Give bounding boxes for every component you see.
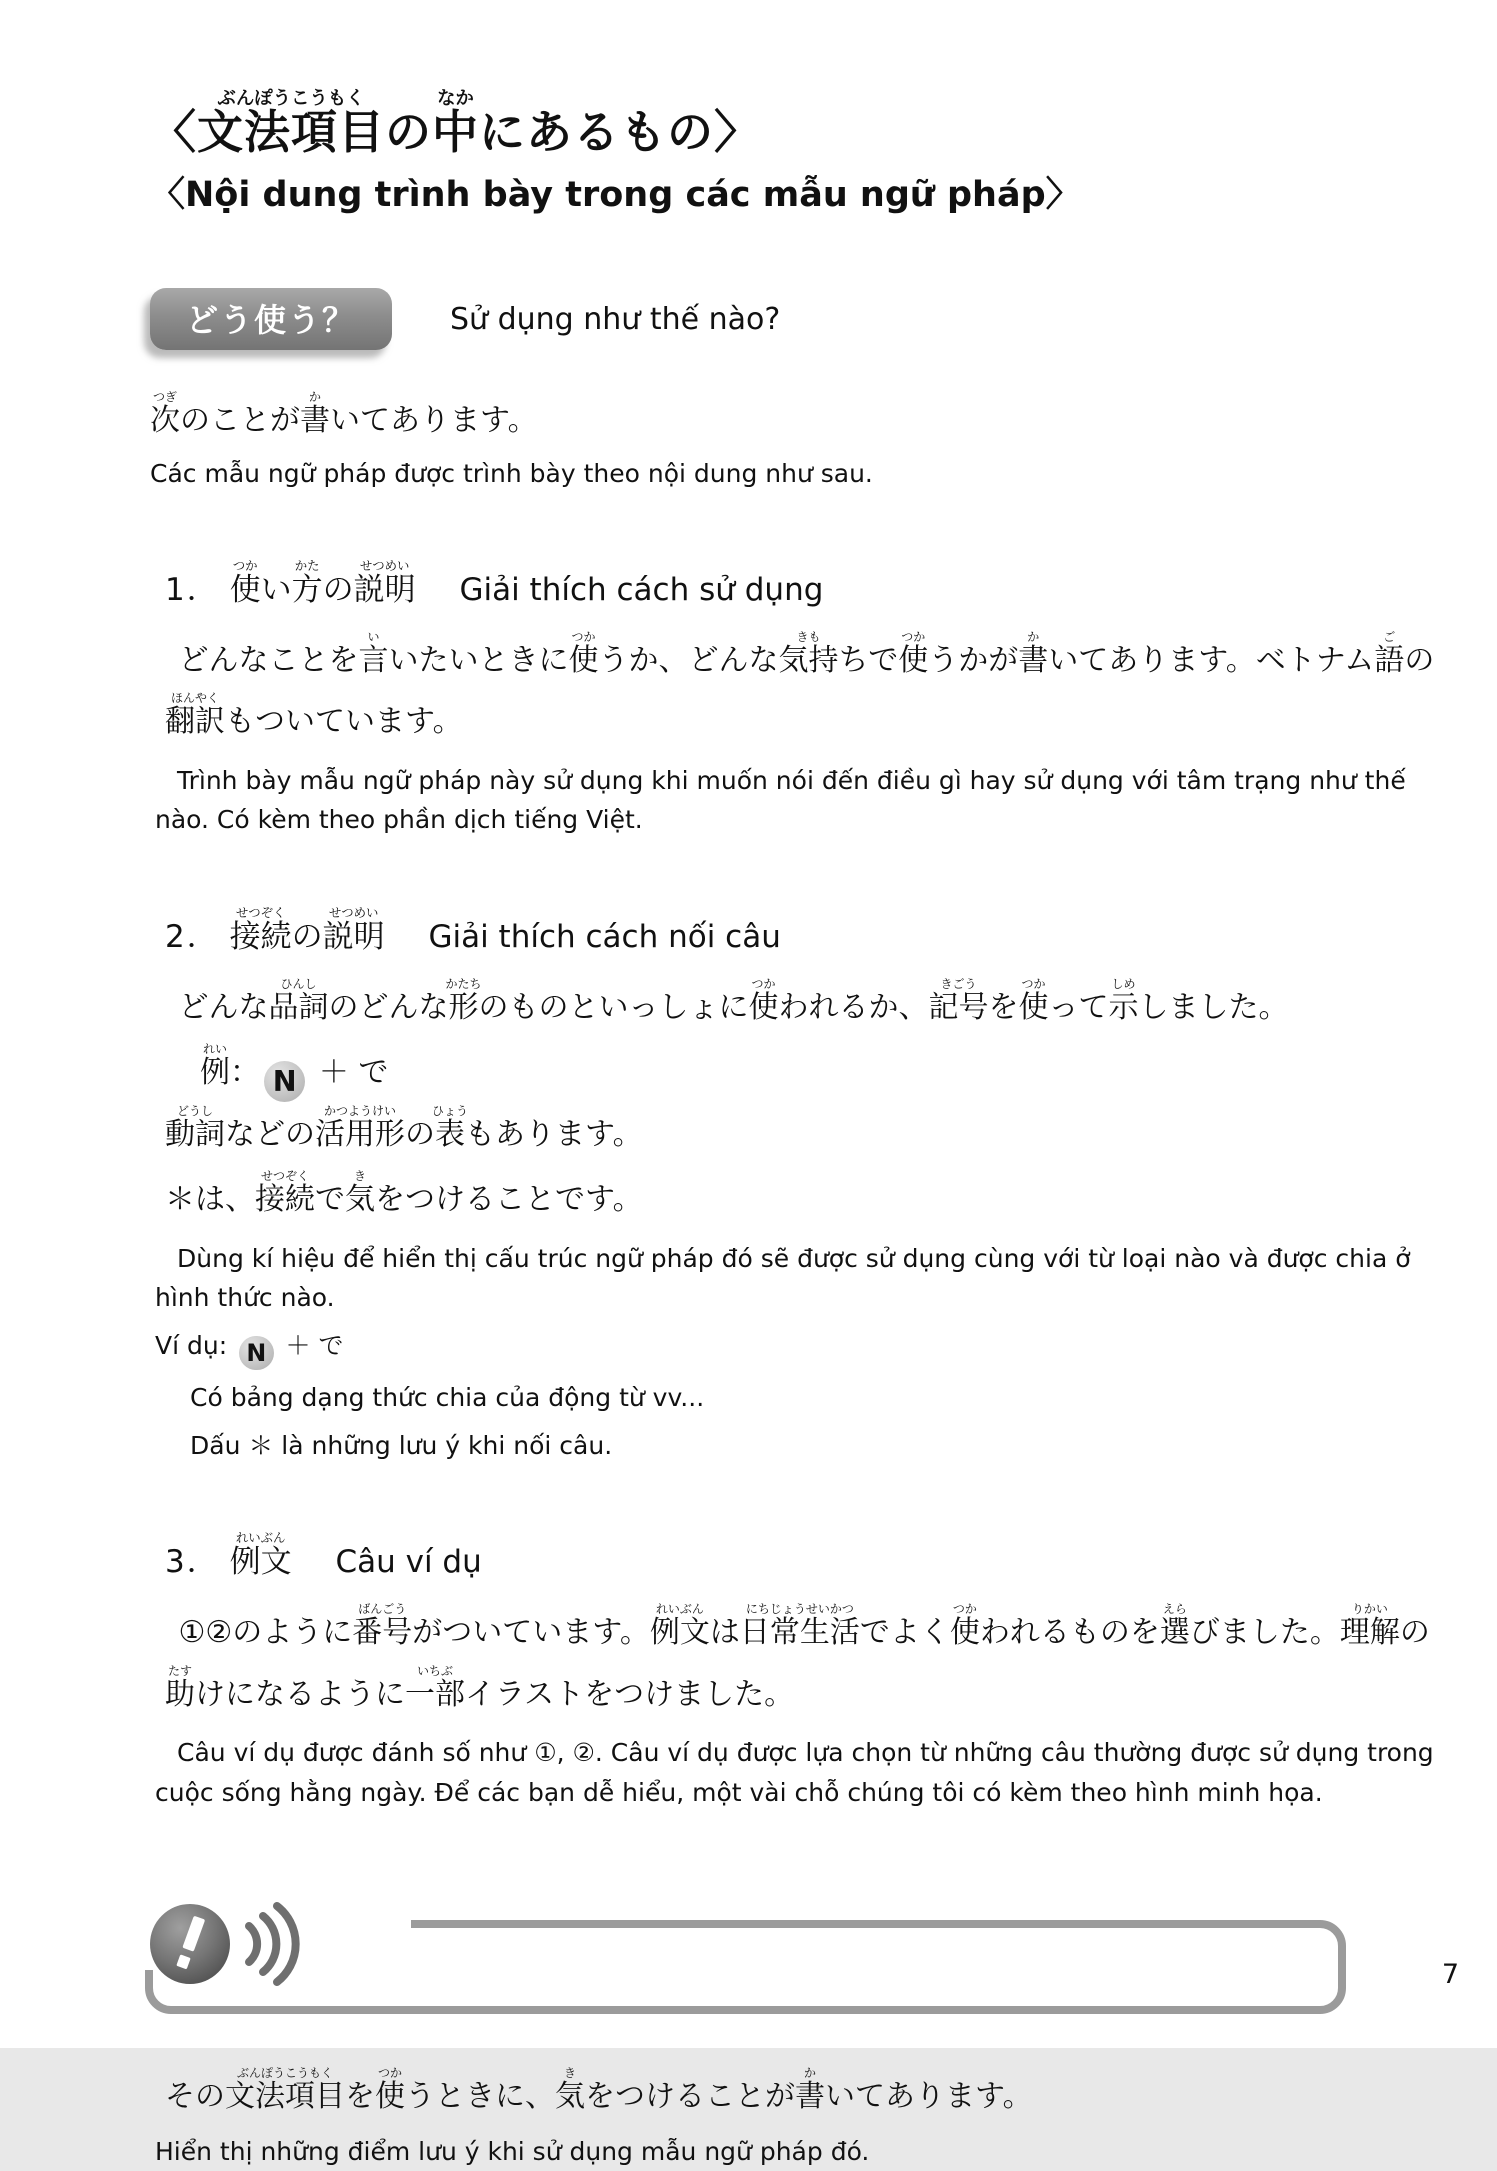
alert-sound-icon [145, 1896, 415, 2008]
page-header [150, 88, 1452, 218]
section-example-sentences [150, 1531, 1452, 1812]
section2-heading-vietnamese: Giải thích cách nối câu [428, 918, 781, 955]
title-vietnamese: 〈Nội dung trình bày trong các mẫu ngữ pháp〉 [150, 175, 1081, 216]
intro-japanese: 次つぎのことが書かいてあります。 [150, 390, 538, 439]
note-body-japanese: その文法項目ぶんぽうこうもくを使つかうときに、気きをつけることが書かいてあります。 [165, 2066, 1033, 2115]
section2-heading [165, 906, 1452, 967]
how-to-use-translation: Sử dụng như thế nào? [450, 301, 781, 337]
section3-number: 3． [165, 1544, 220, 1581]
section1-body-japanese: どんなことを言いいたいときに使つかうか、どんな気持きもちで使つかうかが書かいてあります。ベトナム語ごの翻訳ほんやくもついています。 [165, 629, 1435, 740]
section1-heading-japanese: 使つかい方かたの説明せつめい [229, 558, 416, 609]
section2-verbform-note-vietnamese: Có bảng dạng thức chia của động từ vv... [190, 1383, 705, 1413]
section-connection-explanation [150, 906, 1452, 1465]
how-to-use-row [150, 288, 1452, 350]
attention-box [145, 1920, 1346, 2014]
section2-example-japanese: 例れい： N ＋ で [165, 1042, 1452, 1104]
section2-example-vietnamese: Ví dụ: N ＋ で [155, 1326, 1452, 1371]
section3-body-vietnamese: Câu ví dụ được đánh số như ①, ②. Câu ví dụ được lựa chọn từ những câu thường được sử dụng trong cuộc sống hằng ngày. Để các bạn dễ hiểu, một vài chỗ chúng tôi có kèm theo hình minh họa. [155, 1738, 1434, 1807]
section3-heading [165, 1531, 1452, 1592]
section3-heading-vietnamese: Câu ví dụ [335, 1544, 482, 1581]
title-japanese: 〈文法項目ぶんぽうこうもくの中なかにあるもの〉 [150, 88, 761, 159]
intro-vietnamese: Các mẫu ngữ pháp được trình bày theo nội dung như sau. [150, 458, 873, 488]
section3-body-japanese: ①②のように番号ばんごうがついています。例文れいぶんは日常生活にちじょうせいかつでよく使つかわれるものを選えらびました。理解りかいの助たすけになるように一部いちぶイラストをつけました。 [165, 1602, 1430, 1712]
section1-heading [165, 559, 1452, 620]
page-number: 7 [1441, 1959, 1459, 1990]
noun-symbol-badge: N [264, 1061, 305, 1102]
section3-heading-japanese: 例文れいぶん [229, 1530, 292, 1581]
section2-asterisk-note-vietnamese: Dấu ＊ là những lưu ý khi nối câu. [190, 1430, 613, 1460]
section2-heading-japanese: 接続せつぞくの説明せつめい [229, 904, 385, 955]
section2-verbform-note-japanese: 動詞どうしなどの活用形かつようけいの表ひょうもあります。 [165, 1103, 643, 1152]
section-usage-explanation [150, 559, 1452, 840]
noun-symbol-badge: N [239, 1336, 273, 1370]
note-body-vietnamese: Hiển thị những điểm lưu ý khi sử dụng mẫu ngữ pháp đó. [155, 2136, 870, 2166]
section1-number: 1． [165, 572, 220, 609]
how-to-use-badge: どう使う？ [150, 288, 392, 350]
section2-asterisk-note-japanese: ＊は、接続せつぞくで気きをつけることです。 [165, 1169, 643, 1218]
section2-body-japanese: どんな品詞ひんしのどんな形かたちのものといっしょに使つかわれるか、記号きごうを使つかって示しめしました。 [178, 976, 1289, 1025]
section1-heading-vietnamese: Giải thích cách sử dụng [459, 572, 824, 609]
section1-body-vietnamese: Trình bày mẫu ngữ pháp này sử dụng khi muốn nói đến điều gì hay sử dụng với tâm trạng như thế nào. Có kèm theo phần dịch tiếng Việt. [155, 765, 1406, 835]
section2-number: 2． [165, 918, 220, 955]
section2-body-vietnamese: Dùng kí hiệu để hiển thị cấu trúc ngữ pháp đó sẽ được sử dụng cùng với từ loại nào và được chia ở hình thức nào. [155, 1243, 1411, 1313]
